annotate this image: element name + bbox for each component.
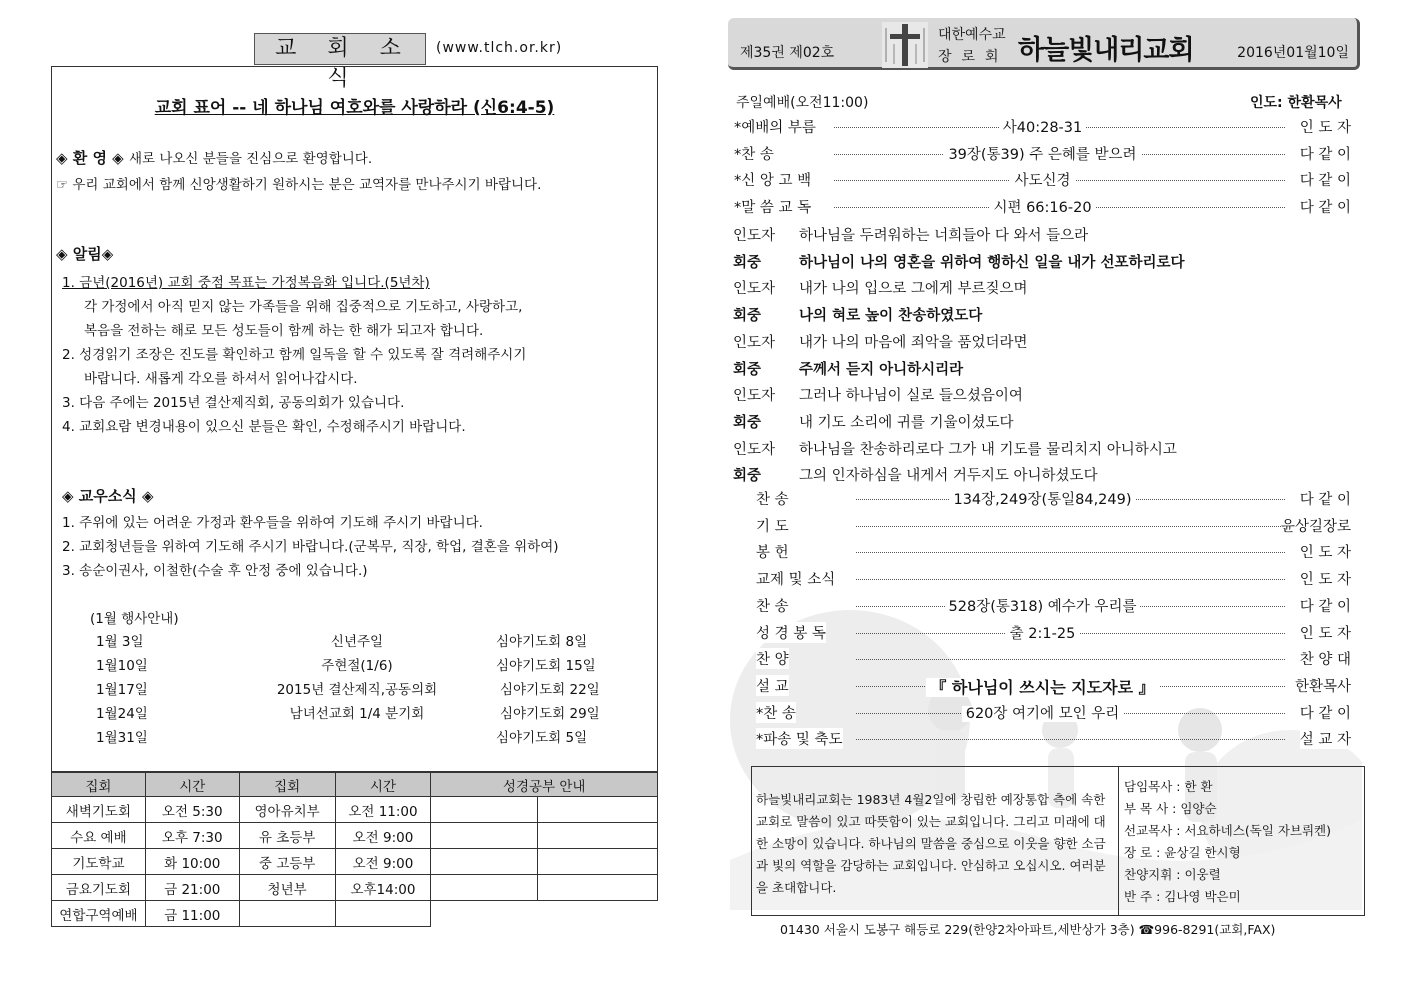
responsive-line [733, 331, 1028, 352]
event-night: 심야기도회 22일 [500, 682, 600, 698]
order-label: 설 교 [756, 675, 789, 696]
notice-line: 4. 교회요람 변경내용이 있으신 분들은 확인, 수정해주시기 바랍니다. [62, 419, 466, 435]
event-date: 1월24일 [96, 706, 148, 722]
staff-entry: 찬양지휘 : 이웅렬 [1124, 867, 1221, 882]
speaker-label: 인도자 [733, 281, 776, 298]
table-cell [431, 823, 538, 849]
speaker-label: 회중 [733, 308, 762, 325]
worship-order-row [730, 515, 1355, 539]
member-news-line: 1. 주위에 있는 어려운 가정과 환우들을 위하여 기도해 주시기 바랍니다. [62, 515, 483, 531]
welcome-note: ☞ 우리 교회에서 함께 신앙생활하기 원하시는 분은 교역자를 만나주시기 바랍니다. [56, 177, 542, 193]
responsive-text: 그러나 하나님이 실로 들으셨음이여 [799, 388, 1023, 405]
event-row [52, 678, 659, 702]
responsive-line [733, 358, 963, 379]
table-cell [431, 849, 538, 875]
event-name: 남녀선교회 1/4 분기회 [289, 706, 425, 722]
order-content: 134장,249장(통일84,249) [730, 488, 1355, 509]
column-header: 집회 [52, 773, 146, 797]
table-cell [239, 901, 335, 927]
order-label: 성 경 봉 독 [756, 622, 826, 643]
order-leader: 다 같 이 [1300, 143, 1351, 164]
event-row [52, 654, 659, 678]
responsive-text: 내 기도 소리에 귀를 기울이셨도다 [799, 414, 1014, 431]
order-leader: 인 도 자 [1300, 622, 1351, 643]
staff-entry: 부 목 사 : 임양순 [1124, 801, 1217, 816]
table-cell: 연합구역예배 [52, 901, 146, 927]
responsive-text: 주께서 듣지 아니하시리라 [799, 361, 964, 378]
table-cell [335, 901, 431, 927]
news-title: 교 회 소 식 [254, 33, 426, 65]
table-row [52, 849, 658, 875]
responsive-text: 나의 혀로 높이 찬송하였도다 [799, 308, 983, 325]
table-cell: 금요기도회 [52, 875, 146, 901]
news-box [51, 66, 658, 772]
order-label: 봉 헌 [756, 541, 789, 562]
order-label: 찬 양 [756, 648, 789, 669]
volume-number: 제35권 제02호 [740, 45, 835, 61]
event-name: 신년주일 [330, 634, 384, 650]
table-cell: 기도학교 [52, 849, 146, 875]
service-name: 주일예배(오전11:00) [736, 95, 869, 111]
church-name: 하늘빛내리교회 [1018, 35, 1194, 66]
order-leader: 설 교 자 [1300, 728, 1351, 749]
table-cell: 청년부 [239, 875, 335, 901]
order-label: 기 도 [756, 515, 789, 536]
church-description: 하늘빛내리교회는 1983년 4월2일에 창립한 예장통합 측에 속한 교회로 말씀이 있고 따뜻함이 있는 교회입니다. 그리고 미래에 대한 소망이 있습니다. 하나님의 말씀을 중심으로 이웃을 향한 소금과 빛의 역할을 감당하는 교회입니다. 안심하고 오십시오. 여러분을 초대합니다. [756, 792, 1106, 895]
worship-order-row [730, 143, 1355, 167]
event-night: 심야기도회 29일 [500, 706, 600, 722]
order-content: 39장(통39) 주 은혜를 받으려 [730, 143, 1355, 164]
order-leader: 다 같 이 [1300, 488, 1351, 509]
bulletin-date: 2016년01월10일 [1237, 45, 1349, 61]
column-header: 시간 [335, 773, 431, 797]
event-date: 1월31일 [96, 730, 148, 746]
order-content: 528장(통318) 예수가 우리를 [730, 595, 1355, 616]
order-content: 출 2:1-25 [730, 622, 1355, 643]
order-label: *신 앙 고 백 [734, 169, 811, 190]
event-date: 1월 3일 [96, 634, 144, 650]
event-night: 심야기도회 5일 [496, 730, 588, 746]
church-address: 01430 서울시 도봉구 해등로 229(한양2차아파트,세반상가 3층) ☎996-8291(교회,FAX) [780, 922, 1276, 937]
order-label: *예배의 부름 [734, 116, 816, 137]
responsive-line [733, 277, 1028, 298]
welcome-heading: ◈ 환 영 ◈ 새로 나오신 분들을 진심으로 환영합니다. [56, 149, 373, 167]
order-leader: 인 도 자 [1300, 116, 1351, 137]
member-news-line: 2. 교회청년들을 위하여 기도해 주시기 바랍니다.(군복무, 직장, 학업, 결혼을 위하여) [62, 539, 559, 555]
notice-line: 복음을 전하는 해로 모든 성도들이 함께 하는 한 해가 되고자 합니다. [84, 323, 484, 339]
responsive-text: 내가 나의 입으로 그에게 부르짖으며 [799, 281, 1028, 298]
table-row [52, 823, 658, 849]
event-name: 주현절(1/6) [321, 658, 393, 674]
worship-order-row [730, 728, 1355, 752]
denomination-line1: 대한예수교 [938, 27, 1006, 43]
church-info-box [751, 766, 1365, 916]
divider [1118, 767, 1119, 915]
staff-entry: 담임목사 : 한 환 [1124, 779, 1213, 794]
speaker-label: 인도자 [733, 441, 776, 458]
order-content: 시편 66:16-20 [730, 196, 1355, 217]
order-content: 사도신경 [730, 169, 1355, 190]
responsive-line [733, 464, 1098, 485]
event-night: 심야기도회 15일 [496, 658, 596, 674]
responsive-line [733, 304, 982, 325]
speaker-label: 인도자 [733, 388, 776, 405]
table-cell: 오전 11:00 [335, 797, 431, 823]
notice-line: 1. 금년(2016년) 교회 중점 목표는 가정복음화 입니다.(5년차) [62, 275, 430, 291]
responsive-text: 하나님을 두려워하는 너희들아 다 와서 들으라 [799, 228, 1089, 244]
table-row [52, 901, 658, 927]
order-leader: 다 같 이 [1300, 702, 1351, 723]
table-cell: 수요 예배 [52, 823, 146, 849]
table-header-row [52, 773, 658, 797]
staff-entry: 반 주 : 김나영 박은미 [1124, 889, 1241, 904]
notice-line: 3. 다음 주에는 2015년 결산제직회, 공동의회가 있습니다. [62, 395, 405, 411]
responsive-line [733, 411, 1014, 432]
responsive-text: 하나님이 나의 영혼을 위하여 행하신 일을 내가 선포하리로다 [799, 254, 1185, 271]
table-cell: 오전 9:00 [335, 849, 431, 875]
order-label: 찬 송 [756, 595, 789, 616]
event-night: 심야기도회 8일 [496, 634, 588, 650]
notice-line: 2. 성경읽기 조장은 진도를 확인하고 함께 일독을 할 수 있도록 잘 격려해주시기 [62, 347, 527, 363]
responsive-line [733, 384, 1023, 405]
worship-order-row [730, 595, 1355, 619]
table-cell [431, 875, 538, 901]
dotted-leader [856, 659, 1285, 660]
table-cell [431, 797, 538, 823]
table-cell: 금 21:00 [145, 875, 239, 901]
table-cell: 오후14:00 [335, 875, 431, 901]
order-content: 사40:28-31 [730, 116, 1355, 137]
event-row [52, 630, 659, 654]
worship-order-row [730, 169, 1355, 193]
order-label: *찬 송 [756, 702, 796, 723]
table-cell [538, 849, 658, 875]
responsive-line [733, 224, 1088, 245]
column-header: 시간 [145, 773, 239, 797]
table-cell [538, 797, 658, 823]
church-url[interactable]: (www.tlch.or.kr) [436, 40, 563, 56]
order-leader: 인 도 자 [1300, 568, 1351, 589]
denomination-line2: 장로회 [938, 49, 1009, 65]
responsive-text: 하나님을 찬송하리로다 그가 내 기도를 물리치지 아니하시고 [799, 441, 1177, 458]
worship-order-row [730, 702, 1355, 726]
event-name: 2015년 결산제직,공동의회 [276, 682, 438, 698]
speaker-label: 회중 [733, 468, 762, 485]
speaker-label: 인도자 [733, 228, 776, 244]
bulletin-header [728, 18, 1360, 70]
order-label: *말 씀 교 독 [734, 196, 811, 217]
table-cell: 오전 5:30 [145, 797, 239, 823]
table-row [52, 875, 658, 901]
table-cell: 화 10:00 [145, 849, 239, 875]
order-leader: 인 도 자 [1300, 541, 1351, 562]
speaker-label: 회중 [733, 254, 762, 271]
order-label: *찬 송 [734, 143, 774, 164]
responsive-line [733, 251, 1185, 272]
worship-order-row [730, 648, 1355, 672]
table-cell: 새벽기도회 [52, 797, 146, 823]
worship-order-row [730, 488, 1355, 512]
order-label: 교제 및 소식 [756, 568, 835, 589]
dotted-leader [856, 579, 1285, 580]
worship-order-row [730, 622, 1355, 646]
member-news-line: 3. 송순이권사, 이철한(수술 후 안정 중에 있습니다.) [62, 563, 368, 579]
table-cell: 중 고등부 [239, 849, 335, 875]
table-row [52, 797, 658, 823]
event-date: 1월10일 [96, 658, 148, 674]
table-cell: 유 초등부 [239, 823, 335, 849]
speaker-label: 인도자 [733, 334, 776, 351]
column-header: 성경공부 안내 [431, 773, 658, 797]
dotted-leader [856, 739, 1285, 740]
service-leader: 인도: 한환목사 [1250, 95, 1342, 111]
order-leader: 다 같 이 [1300, 169, 1351, 190]
dotted-leader [856, 552, 1285, 553]
order-label: 찬 송 [756, 488, 789, 509]
order-leader: 윤상길장로 [1281, 515, 1351, 536]
order-leader: 다 같 이 [1300, 196, 1351, 217]
church-cross-logo-icon [882, 22, 928, 68]
table-cell: 오전 9:00 [335, 823, 431, 849]
table-cell [431, 901, 658, 927]
member-news-heading: ◈ 교우소식 ◈ [62, 487, 154, 505]
table-cell: 오후 7:30 [145, 823, 239, 849]
staff-entry: 장 로 : 윤상길 한시형 [1124, 845, 1241, 860]
order-content: 620장 여기에 모인 우리 [730, 702, 1355, 723]
meeting-schedule-table [51, 772, 658, 927]
responsive-text: 그의 인자하심을 내게서 거두지도 아니하셨도다 [799, 468, 1098, 485]
order-content: 『 하나님이 쓰시는 지도자로 』 [730, 675, 1355, 698]
worship-order-row [730, 541, 1355, 565]
order-leader: 한환목사 [1295, 675, 1351, 696]
column-header: 집회 [239, 773, 335, 797]
responsive-text: 내가 나의 마음에 죄악을 품었더라면 [799, 334, 1028, 351]
notice-heading: ◈ 알림◈ [56, 245, 114, 263]
events-heading: (1월 행사안내) [90, 611, 179, 627]
speaker-label: 회중 [733, 414, 762, 431]
church-motto: 교회 표어 -- 네 하나님 여호와를 사랑하라 (신6:4-5) [154, 98, 555, 118]
notice-line: 각 가정에서 아직 믿지 않는 가족들을 위해 집중적으로 기도하고, 사랑하고, [84, 299, 523, 315]
staff-entry: 선교목사 : 서요하네스(독일 자브뤼켄) [1124, 823, 1332, 838]
table-cell [538, 875, 658, 901]
worship-order-row [730, 675, 1355, 699]
speaker-label: 회중 [733, 361, 762, 378]
event-row [52, 702, 659, 726]
table-cell: 금 11:00 [145, 901, 239, 927]
order-label: *파송 및 축도 [756, 728, 843, 749]
order-leader: 다 같 이 [1300, 595, 1351, 616]
worship-order-row [730, 568, 1355, 592]
event-row [52, 726, 659, 750]
responsive-line [733, 438, 1177, 459]
worship-order-row [730, 196, 1355, 220]
table-cell: 영아유치부 [239, 797, 335, 823]
order-leader: 찬 양 대 [1300, 648, 1351, 669]
event-date: 1월17일 [96, 682, 148, 698]
dotted-leader [856, 526, 1285, 527]
table-cell [538, 823, 658, 849]
notice-line: 바랍니다. 새롭게 각오를 하셔서 읽어나갑시다. [84, 371, 358, 387]
worship-order-row [730, 116, 1355, 140]
